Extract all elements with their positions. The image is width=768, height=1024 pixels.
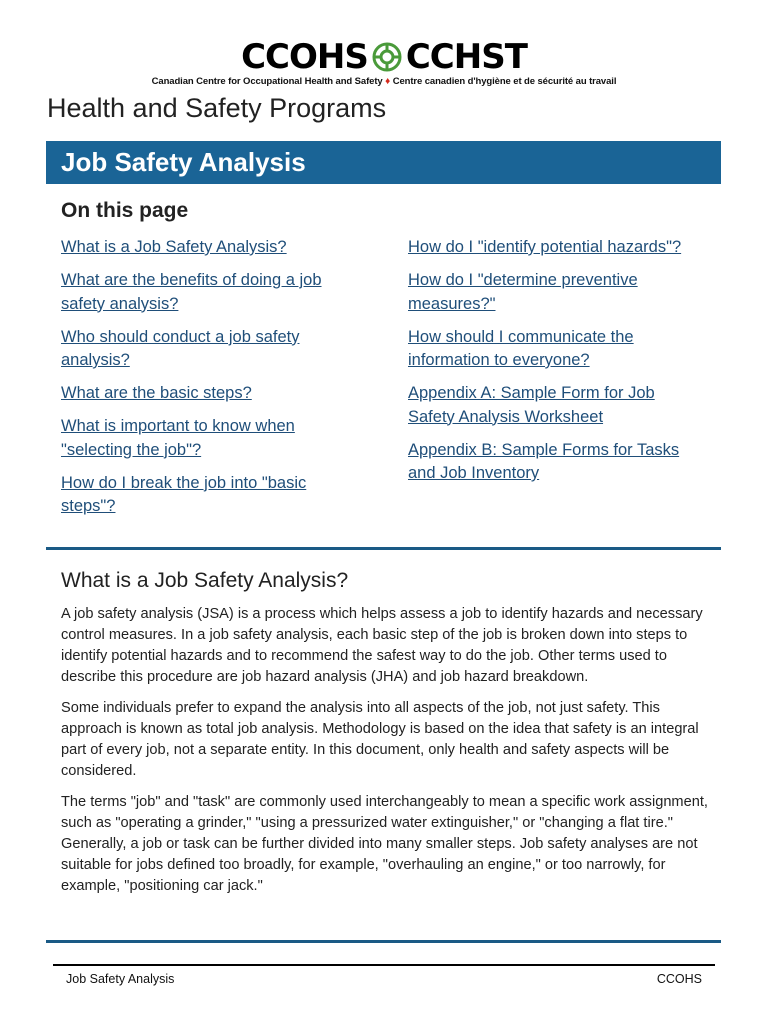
logo-subtitle-fr: Centre canadien d'hygiène et de sécurité au travail bbox=[392, 76, 617, 87]
logo-right-text: CCHST bbox=[405, 37, 527, 77]
ccohs-logo bbox=[0, 37, 768, 87]
footer-document-title: Job Safety Analysis bbox=[66, 972, 175, 986]
section-divider bbox=[46, 547, 721, 550]
toc-link-identify-hazards[interactable]: How do I "identify potential hazards"? bbox=[408, 238, 682, 256]
toc-link-preventive-measures[interactable]: How do I "determine preventive measures?" bbox=[408, 271, 638, 313]
toc-link-who-should-conduct[interactable]: Who should conduct a job safety analysis? bbox=[61, 327, 300, 369]
toc-link-what-is-jsa[interactable]: What is a Job Safety Analysis? bbox=[61, 238, 287, 256]
section-title: What is a Job Safety Analysis? bbox=[61, 569, 349, 592]
section-divider-bottom bbox=[46, 940, 721, 943]
toc-link-appendix-b[interactable]: Appendix B: Sample Forms for Tasks and Job Inventory bbox=[408, 440, 680, 482]
maple-leaf-icon: ♦ bbox=[385, 76, 391, 87]
footer-divider bbox=[53, 964, 715, 966]
toc-link-appendix-a[interactable]: Appendix A: Sample Form for Job Safety Analysis Worksheet bbox=[408, 384, 655, 426]
section-body bbox=[61, 604, 711, 907]
ccohs-emblem-icon bbox=[372, 42, 402, 72]
logo-left-text: CCOHS bbox=[241, 37, 368, 77]
program-title: Health and Safety Programs bbox=[47, 93, 387, 123]
toc-link-selecting-job[interactable]: What is important to know when "selecting the job"? bbox=[61, 417, 295, 459]
toc-link-benefits[interactable]: What are the benefits of doing a job safety analysis? bbox=[61, 271, 322, 313]
toc-right-column bbox=[408, 236, 698, 495]
toc-left-column bbox=[61, 236, 351, 528]
page-title-banner: Job Safety Analysis bbox=[46, 141, 721, 184]
toc-link-basic-steps[interactable]: What are the basic steps? bbox=[61, 384, 252, 402]
paragraph: The terms "job" and "task" are commonly used interchangeably to mean a specific work assignment, such as "operating a grinder," "using a pressurized water extinguisher," or "changing a flat tire." Generally, a job or task can be further divided into many smaller steps. Job safety analyses are not suitable for jobs defined too broadly, for example, "overhauling an engine," or too narrowly, for example, "positioning car jack." bbox=[61, 794, 708, 894]
logo-subtitle-en: Canadian Centre for Occupational Health and Safety bbox=[151, 76, 383, 87]
paragraph: Some individuals prefer to expand the analysis into all aspects of the job, not just safety. This approach is known as total job analysis. Methodology is based on the idea that safety is an integral part of every job, not a separate entity. In this document, only health and safety aspects will be considered. bbox=[61, 700, 699, 779]
toc-link-communicate[interactable]: How should I communicate the information to everyone? bbox=[408, 327, 634, 369]
logo-subtitle bbox=[0, 76, 768, 87]
footer-organization: CCOHS bbox=[656, 972, 702, 986]
toc-heading: On this page bbox=[61, 199, 189, 222]
toc-link-break-job-steps[interactable]: How do I break the job into "basic steps"? bbox=[61, 473, 307, 515]
paragraph: A job safety analysis (JSA) is a process which helps assess a job to identify hazards and necessary control measures. In a job safety analysis, each basic step of the job is broken down into steps to identify potential hazards and to recommend the safest way to do the job. Other terms used to describe this procedure are job hazard analysis (JHA) and job hazard breakdown. bbox=[61, 606, 703, 685]
